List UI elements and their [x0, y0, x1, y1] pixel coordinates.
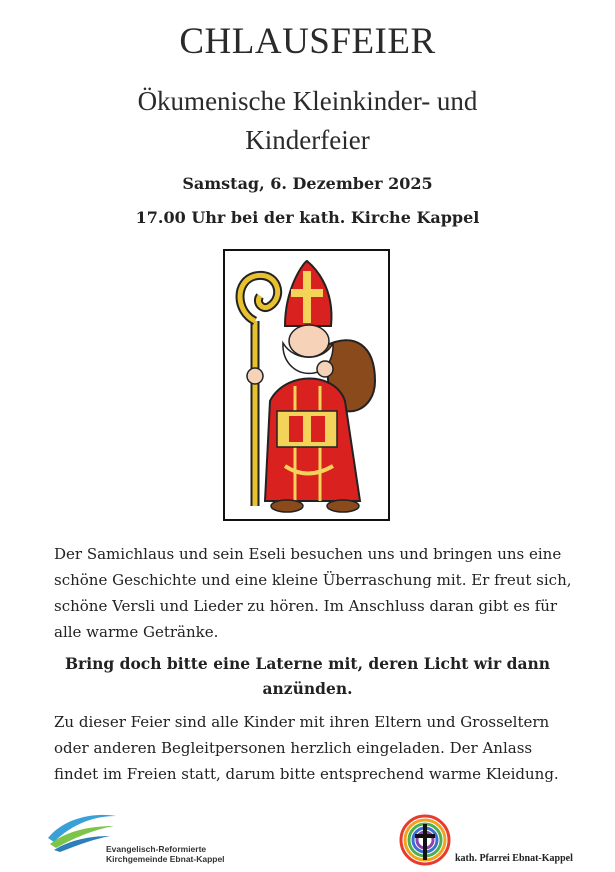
reformed-church-logo: [44, 808, 244, 868]
paragraph-invitation: Zu dieser Feier sind alle Kinder mit ihren Eltern und Grosseltern oder anderen Begleitpersonen herzlich eingeladen. Der Anlass findet im Freien statt, darum bitte entsprechend warme Kleidung.: [54, 713, 559, 783]
samichlaus-icon: [225, 251, 388, 519]
event-date: Samstag, 6. Dezember 2025: [182, 174, 433, 193]
subtitle: [0, 82, 615, 160]
subtitle-line-1: Ökumenische Kleinkinder- und: [137, 86, 478, 116]
lantern-note: Bring doch bitte eine Laterne mit, deren Licht wir dann anzünden.: [64, 654, 551, 698]
reformed-church-name: [106, 844, 225, 864]
samichlaus-illustration: [223, 249, 390, 521]
page-title: CHLAUSFEIER: [179, 21, 436, 62]
paragraph-intro: Der Samichlaus und sein Eseli besuchen uns und bringen uns eine schöne Geschichte und eine kleine Überraschung mit. Er freut sich, schöne Versli und Lieder zu hören. Im Anschluss daran gibt es für alle warme Getränke.: [54, 545, 572, 641]
catholic-parish-logo: [397, 812, 607, 868]
reformed-church-line-1: Evangelisch-Reformierte: [106, 844, 207, 854]
subtitle-line-2: Kinderfeier: [245, 125, 370, 155]
rainbow-cross-icon: [397, 812, 453, 868]
catholic-parish-name: kath. Pfarrei Ebnat-Kappel: [455, 853, 573, 864]
event-time-place: 17.00 Uhr bei der kath. Kirche Kappel: [135, 208, 480, 227]
reformed-church-line-2: Kirchgemeinde Ebnat-Kappel: [106, 854, 225, 864]
